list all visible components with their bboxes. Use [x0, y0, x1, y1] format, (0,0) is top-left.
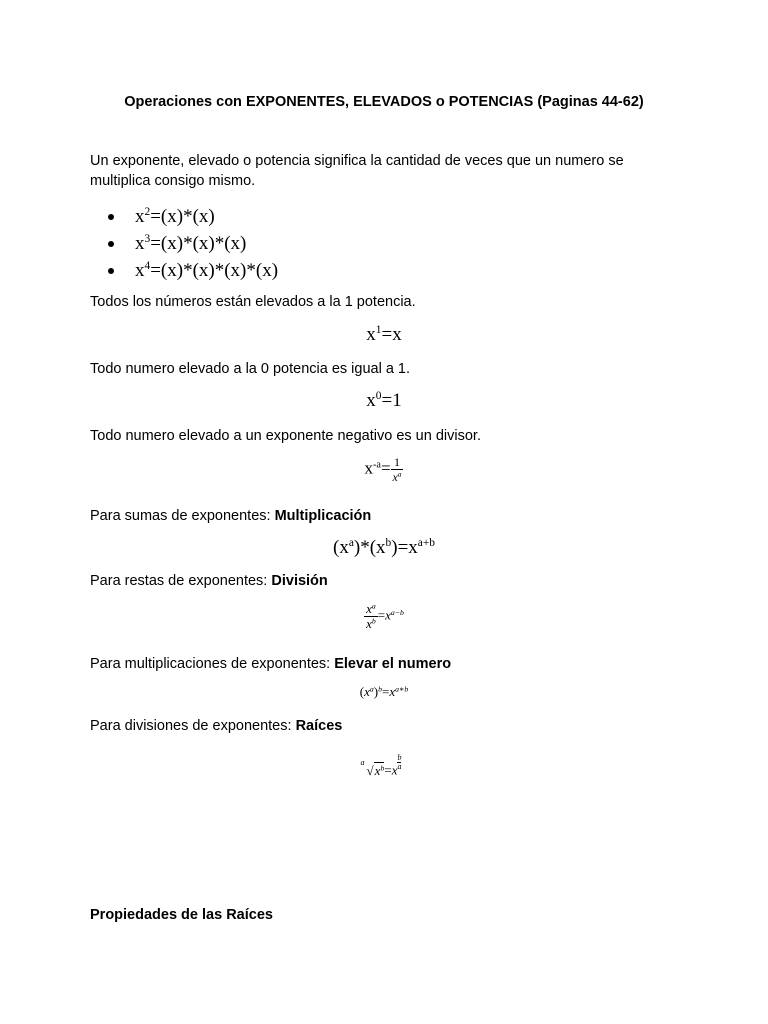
formula-exponent: 0	[375, 390, 382, 403]
formula-exponent: 3	[144, 233, 151, 246]
formula-exponent: -a	[373, 459, 381, 471]
rule-diff-label: Para restas de exponentes:	[90, 573, 272, 589]
formula-equals: =	[382, 684, 390, 699]
formula-fraction	[364, 602, 378, 631]
intro-paragraph	[90, 151, 690, 191]
formula-exponent: a	[371, 601, 376, 611]
rule-mult-keyword: Elevar el numero	[334, 656, 452, 672]
formula-paren: )	[373, 684, 379, 699]
formula-rest: =(x)*(x)*(x)	[150, 233, 247, 254]
formula-rest: =x	[381, 324, 402, 345]
intro-line-1: Un exponente, elevado o potencia significa la cantidad de veces que un numero se	[90, 153, 624, 169]
rule-power-zero-text: Todo numero elevado a la 0 potencia es igual a 1.	[90, 361, 411, 377]
bullet-item	[112, 257, 278, 284]
formula-part: )*(x	[353, 537, 386, 558]
formula-base: x	[391, 762, 398, 778]
formula-exponent: 2	[144, 206, 151, 219]
bullet-list	[112, 203, 278, 284]
bullet-dot-icon	[108, 241, 114, 247]
bullet-dot-icon	[108, 268, 114, 274]
formula-exponent: b	[380, 762, 385, 772]
formula-base: x	[366, 601, 372, 616]
formula-equals: =	[377, 607, 386, 623]
rule-power-zero-formula	[0, 390, 768, 412]
formula-paren: (	[359, 684, 365, 699]
rule-diff-text	[90, 571, 690, 591]
formula-exponent: a	[369, 684, 374, 694]
rule-mult-label: Para multiplicaciones de exponentes:	[90, 656, 335, 672]
rule-div-formula	[0, 754, 768, 779]
fraction-numerator: 1	[394, 455, 400, 469]
bullet-item	[112, 203, 278, 230]
rule-sum-label: Para sumas de exponentes:	[90, 508, 275, 524]
rule-mult-text	[90, 654, 690, 674]
rule-sum-formula	[0, 537, 768, 559]
formula-exponent: b	[371, 616, 376, 626]
rule-mult-formula	[0, 684, 768, 700]
root-expression	[360, 757, 385, 779]
formula-exponent: a∗b	[395, 684, 409, 694]
rule-negative-formula	[0, 455, 768, 484]
rule-div-text	[90, 716, 690, 736]
formula-base: x	[135, 206, 145, 227]
fraction-numerator	[364, 602, 378, 616]
formula-base: x	[374, 762, 381, 778]
formula-base: x	[366, 324, 376, 345]
formula-exponent: a+b	[417, 537, 435, 550]
formula-exponent: 1	[375, 324, 382, 337]
rule-sum-text	[90, 506, 690, 526]
bullet-dot-icon	[108, 214, 114, 220]
formula-exponent: a−b	[390, 607, 404, 617]
rule-diff-formula	[0, 602, 768, 631]
rule-power-one-formula	[0, 324, 768, 346]
formula-base: x	[135, 260, 145, 281]
formula-base: x	[392, 470, 398, 484]
formula-rest: =1	[381, 390, 402, 411]
formula-rest: =(x)*(x)	[150, 206, 215, 227]
formula-rest: =(x)*(x)*(x)*(x)	[150, 260, 279, 281]
formula-base: x	[364, 458, 374, 478]
rule-diff-keyword: División	[271, 573, 328, 589]
fraction-exponent	[397, 754, 401, 771]
formula-exponent: b	[385, 537, 392, 550]
fraction-denominator	[364, 616, 378, 631]
rule-div-keyword: Raíces	[295, 718, 343, 734]
formula-base: x	[135, 233, 145, 254]
formula-base: x	[385, 607, 391, 623]
radical-icon: √	[366, 762, 374, 778]
rule-power-one-text: Todos los números están elevados a la 1 potencia.	[90, 294, 416, 310]
radicand	[374, 762, 385, 778]
fraction-denominator	[391, 469, 404, 484]
fraction-numerator: b	[397, 753, 402, 762]
formula-part: )=x	[391, 537, 418, 558]
rule-div-label: Para divisiones de exponentes:	[90, 718, 296, 734]
rule-sum-keyword: Multiplicación	[274, 508, 372, 524]
formula-equals: =	[380, 458, 391, 478]
formula-part: (x	[333, 537, 349, 558]
intro-line-2: multiplica consigo mismo.	[90, 173, 256, 189]
formula-equals: =	[384, 762, 392, 778]
bullet-item	[112, 230, 278, 257]
formula-exponent: a	[397, 470, 402, 479]
fraction-denominator: a	[397, 762, 402, 771]
formula-base: x	[366, 616, 372, 631]
section-heading: Propiedades de las Raíces	[90, 907, 273, 923]
root-index: a	[360, 757, 365, 767]
formula-fraction	[391, 455, 404, 484]
formula-exponent: b	[378, 684, 383, 694]
formula-base: x	[364, 684, 370, 699]
document-title: Operaciones con EXPONENTES, ELEVADOS o POTENCIAS (Paginas 44-62)	[124, 94, 644, 110]
formula-exponent: a	[348, 537, 354, 550]
rule-negative-text: Todo numero elevado a un exponente negativo es un divisor.	[90, 428, 481, 444]
formula-base: x	[389, 684, 396, 699]
formula-base: x	[366, 390, 376, 411]
formula-exponent: 4	[144, 260, 151, 273]
